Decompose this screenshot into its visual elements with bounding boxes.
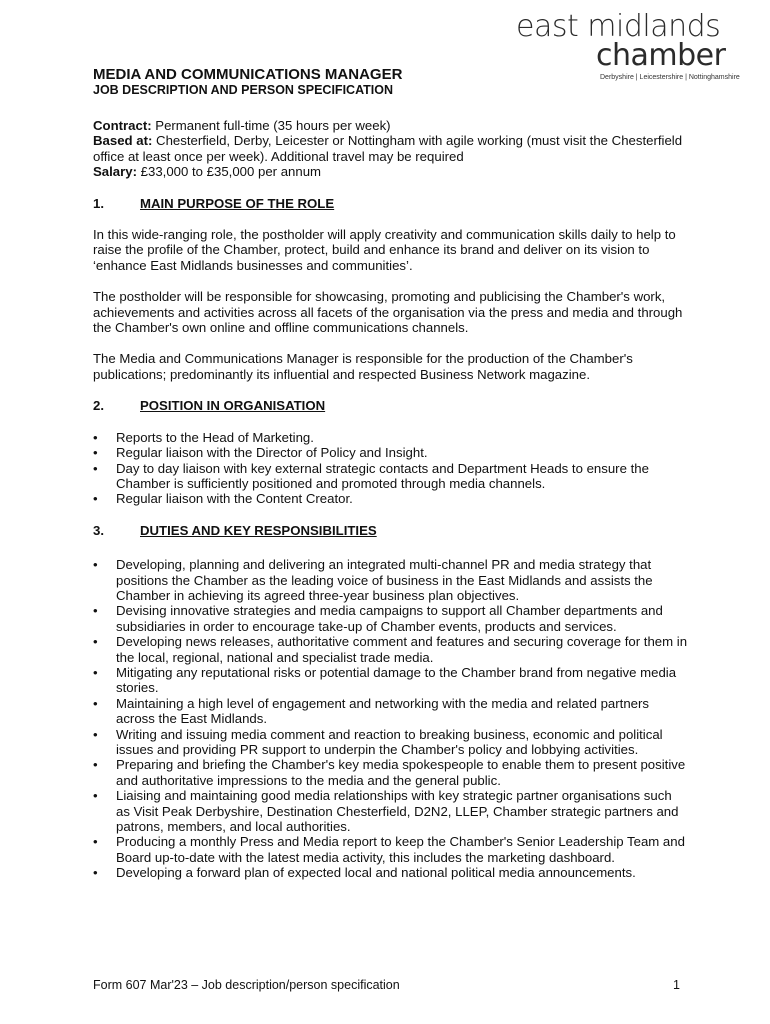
- job-meta: [93, 118, 688, 180]
- document-subtitle: JOB DESCRIPTION AND PERSON SPECIFICATION: [93, 83, 394, 97]
- document-title: MEDIA AND COMMUNICATIONS MANAGER: [93, 66, 403, 83]
- salary-value: £33,000 to £35,000 per annum: [137, 164, 322, 180]
- section-heading-3: [93, 523, 688, 538]
- list-item: • Developing, planning and delivering an integrated multi-channel PR and media strategy that positions the Chamber as the leading voice of business in the East Midlands and assists the Chamber in achieving its agreed three-year business plan objectives.: [93, 557, 688, 603]
- list-item: • Preparing and briefing the Chamber's key media spokespeople to enable them to present positive and authoritative impressions to the media and the general public.: [93, 757, 688, 788]
- section-number: 2.: [93, 398, 104, 414]
- list-item: • Devising innovative strategies and media campaigns to support all Chamber departments and subsidiaries in order to encourage take-up of Chamber events, products and services.: [93, 603, 688, 634]
- list-item: • Developing a forward plan of expected local and national political media announcements.: [93, 865, 688, 880]
- list-item: • Reports to the Head of Marketing.: [93, 430, 688, 445]
- footer-form-reference: Form 607 Mar'23 – Job description/person specification: [93, 978, 400, 992]
- list-item: • Regular liaison with the Director of Policy and Insight.: [93, 445, 688, 460]
- based-label: Based at:: [93, 133, 153, 149]
- logo-line-2: chamber: [596, 38, 726, 73]
- section-heading-2: [93, 398, 688, 413]
- salary-label: Salary:: [93, 164, 137, 180]
- purpose-paragraph: The Media and Communications Manager is responsible for the production of the Chamber's publications; predominantly its influential and respected Business Network magazine.: [93, 351, 633, 382]
- list-item: • Liaising and maintaining good media relationships with key strategic partner organisations such as Visit Peak Derbyshire, Destination Chesterfield, D2N2, LLEP, Chamber strategic partners and patrons, members, and local authorities.: [93, 788, 688, 834]
- section-number: 1.: [93, 195, 104, 211]
- logo-tagline: Derbyshire | Leicestershire | Nottinghamshire: [600, 74, 740, 81]
- section-heading-1: [93, 196, 688, 211]
- salary-line: [93, 164, 688, 179]
- page-number: 1: [673, 978, 680, 992]
- position-list: [93, 430, 688, 507]
- section-title: MAIN PURPOSE OF THE ROLE: [140, 195, 335, 211]
- list-item: • Maintaining a high level of engagement and networking with the media and related partners across the East Midlands.: [93, 696, 688, 727]
- list-item: • Day to day liaison with key external strategic contacts and Department Heads to ensure the Chamber is sufficiently positioned and promoted through media channels.: [93, 461, 688, 492]
- page-footer: [93, 978, 680, 993]
- list-item: • Writing and issuing media comment and reaction to breaking business, economic and political issues and providing PR support to underpin the Chamber's policy and lobbying activities.: [93, 727, 688, 758]
- list-item: • Developing news releases, authoritative comment and features and securing coverage for them in the local, regional, national and specialist trade media.: [93, 634, 688, 665]
- contract-line: [93, 118, 688, 133]
- section-title: POSITION IN ORGANISATION: [140, 398, 326, 414]
- based-value: Chesterfield, Derby, Leicester or Nottingham with agile working (must visit the Chesterfield office at least once per week). Additional travel may be required: [93, 133, 683, 164]
- contract-value: Permanent full-time (35 hours per week): [151, 118, 391, 133]
- document-body: [93, 66, 688, 881]
- duties-list: [93, 557, 688, 881]
- list-item: • Producing a monthly Press and Media report to keep the Chamber's Senior Leadership Team and Board up-to-date with the latest media activity, this includes the marketing dashboard.: [93, 834, 688, 865]
- list-item: • Regular liaison with the Content Creator.: [93, 491, 688, 506]
- section-number: 3.: [93, 522, 104, 538]
- list-item: • Mitigating any reputational risks or potential damage to the Chamber brand from negative media stories.: [93, 665, 688, 696]
- section-title: DUTIES AND KEY RESPONSIBILITIES: [140, 522, 377, 538]
- purpose-paragraph: In this wide-ranging role, the postholder will apply creativity and communication skills daily to help to raise the profile of the Chamber, protect, build and enhance its brand and deliver on its vision to ‘enhance East Midlands businesses and communities’.: [93, 227, 676, 273]
- purpose-paragraph: The postholder will be responsible for showcasing, promoting and publicising the Chamber's work, achievements and activities across all facets of the organisation via the press and media and through the Chamber's own online and offline communications channels.: [93, 289, 683, 336]
- contract-label: Contract:: [93, 118, 152, 133]
- based-line: [93, 133, 688, 164]
- logo-line-1: east midlands: [516, 9, 721, 44]
